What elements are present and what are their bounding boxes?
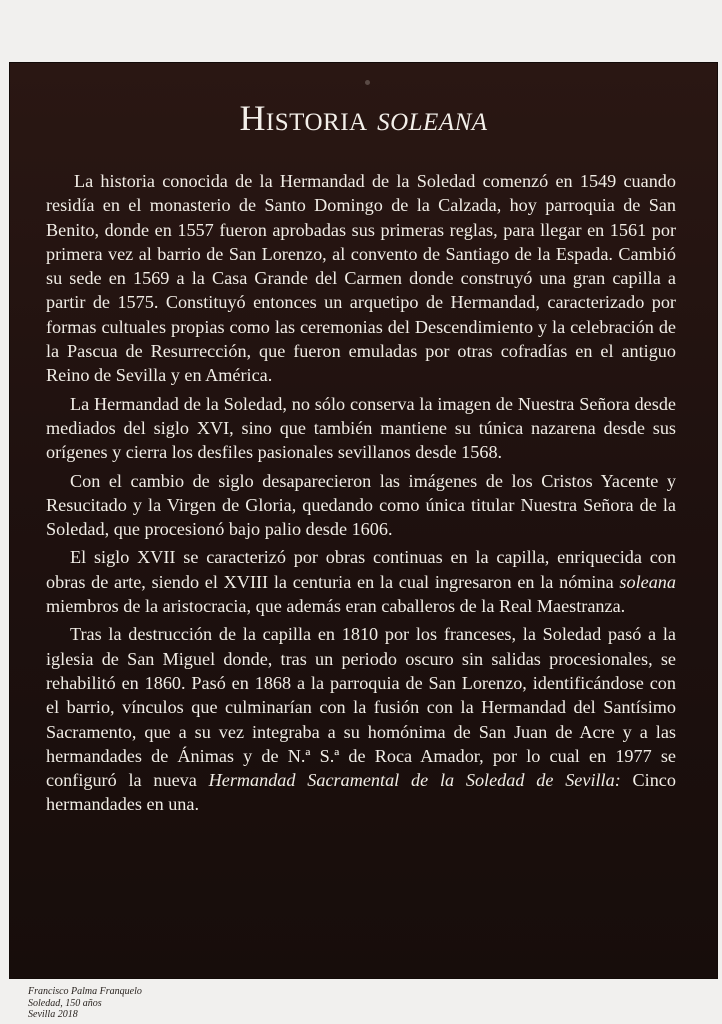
paragraph-1: La historia conocida de la Hermandad de la Soledad comenzó en 1549 cuando residía en el monasterio de Santo Domingo de la Calzada, hoy parroquia de San Benito, donde en 1557 fueron aprobadas sus primeras reglas, para llegar en 1561 por primera vez al barrio de San Lorenzo, al convento de Santiago de la Espada. Cambió su sede en 1569 a la Casa Grande del Carmen donde construyó una gran capilla a partir de 1575. Constituyó entonces un arquetipo de Hermandad, caracterizado por formas cultuales propias como las ceremonias del Descendimiento y la celebración de la Pascua de Resurrección, que fueron emuladas por otras cofradías en el antiguo Reino de Sevilla y en América.: [46, 171, 676, 386]
caption-work: Soledad, 150 años: [28, 997, 102, 1009]
paragraph-5: [46, 622, 676, 816]
caption-author: Francisco Palma Franquelo: [28, 986, 142, 997]
caption-place: Sevilla 2018: [28, 1009, 78, 1020]
paragraph-4-start: El siglo XVII se caracterizó por obras continuas en la capilla, enriquecida con obras de arte, siendo el XVIII la centuria en la cual ingresaron en la nómina: [46, 547, 676, 592]
paragraph-5-italic: Hermandad Sacramental de la Soledad de Sevilla:: [208, 770, 621, 791]
plaque-body: [46, 169, 676, 821]
paragraph-4-end: miembros de la aristocracia, que además eran caballeros de la Real Maestranza.: [46, 596, 626, 617]
title-main: Historia: [239, 98, 378, 138]
paragraph-5-start: Tras la destrucción de la capilla en 1810 por los franceses, la Soledad pasó a la iglesia de San Miguel donde, tras un periodo oscuro sin salidas procesionales, se rehabilitó en 1860. Pasó en 1868 a la parroquia de San Lorenzo, identificándose con el barrio, vínculos que culminarían con la fusión con la Hermandad del Santísimo Sacramento, que a su vez integraba a su homónima de San Juan de Acre y a las hermandades de Ánimas y de N.ª S.ª de Roca Amador, por lo cual en 1977 se configuró la nueva: [46, 624, 676, 791]
title-italic: soleana: [377, 98, 488, 138]
photo-caption: [28, 986, 142, 1021]
plaque-title: [10, 100, 717, 136]
paragraph-5-end: Cinco hermandades en una.: [46, 770, 676, 815]
history-plaque: [10, 63, 717, 978]
paragraph-4: [46, 545, 676, 618]
paragraph-3: Con el cambio de siglo desaparecieron las imágenes de los Cristos Yacente y Resucitado y la Virgen de Gloria, quedando como única titular Nuestra Señora de la Soledad, que procesionó bajo palio desde 1606.: [46, 470, 676, 540]
mounting-screw: [365, 80, 370, 85]
paragraph-2: La Hermandad de la Soledad, no sólo conserva la imagen de Nuestra Señora desde mediados del siglo XVI, sino que también mantiene su túnica nazarena desde sus orígenes y cierra los desfiles pasionales sevillanos desde 1568.: [46, 393, 676, 463]
paragraph-4-italic: soleana: [619, 571, 676, 592]
